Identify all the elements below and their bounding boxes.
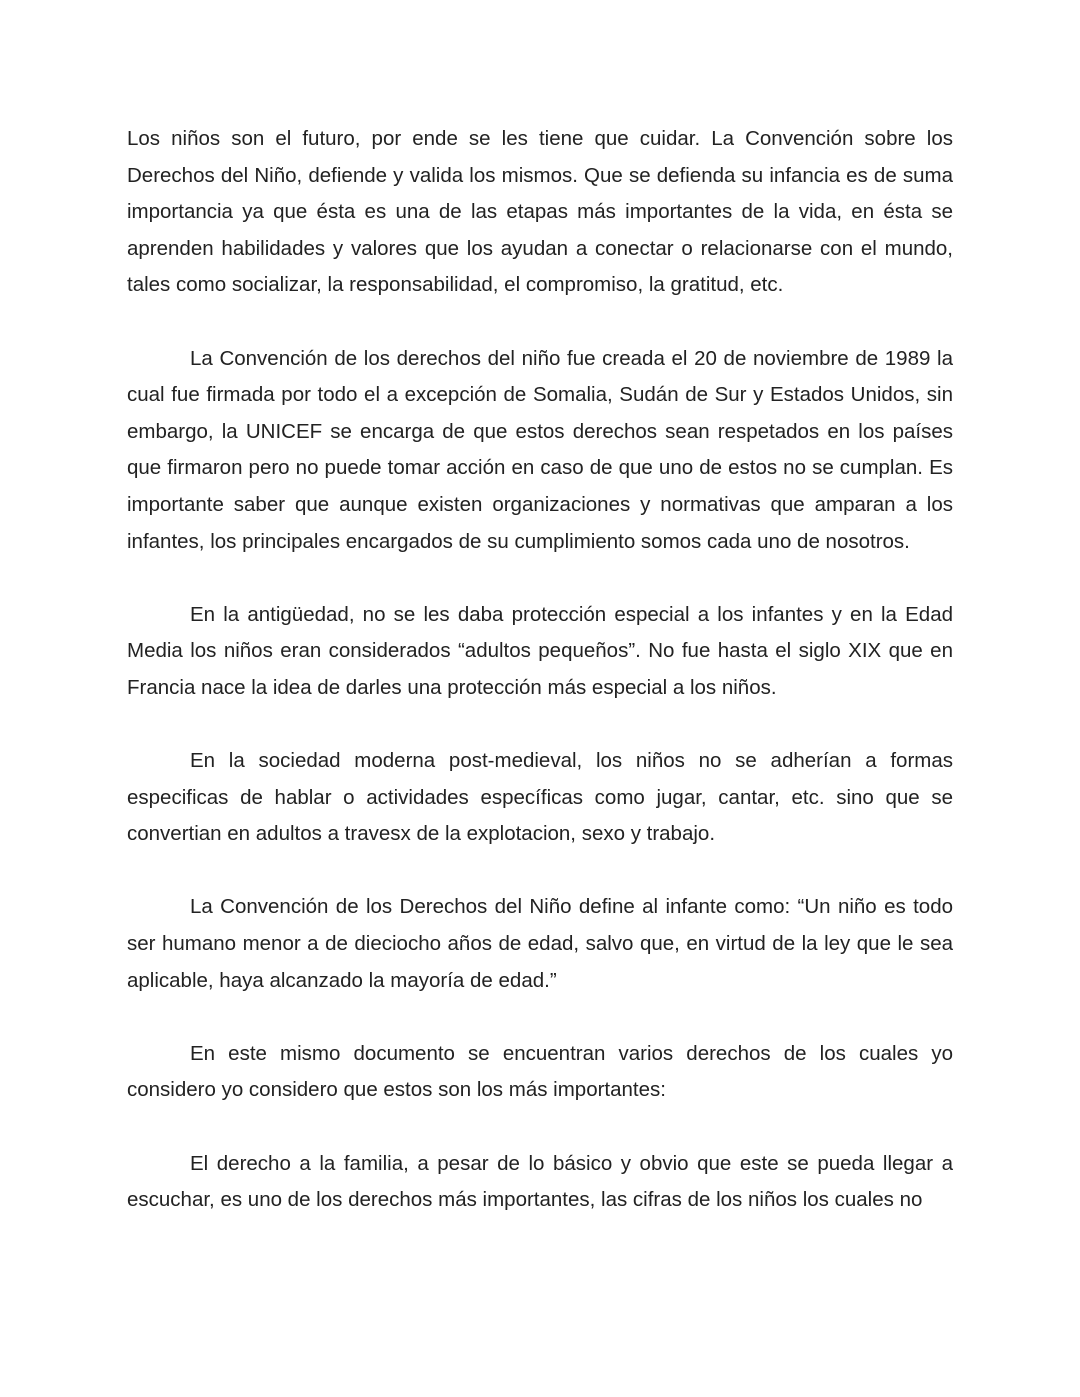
- paragraph-rights-intro: En este mismo documento se encuentran varios derechos de los cuales yo considero yo considero que estos son los más importantes:: [127, 1041, 953, 1102]
- paragraph-convention-history: La Convención de los derechos del niño fue creada el 20 de noviembre de 1989 la cual fue firmada por todo el a excepción de Somalia, Sudán de Sur y Estados Unidos, sin embargo, la UNICEF se encarga de que estos derechos sean respetados en los países que firmaron pero no puede tomar acción en caso de que uno de estos no se cumplan. Es importante saber que aunque existen organizaciones y normativas que amparan a los infantes, los principales encargados de su cumplimiento somos cada uno de nosotros.: [127, 346, 953, 553]
- paragraph-post-medieval: En la sociedad moderna post-medieval, los niños no se adherían a formas especificas de hablar o actividades específicas como jugar, cantar, etc. sino que se convertian en adultos a travesx de la explotacion, sexo y trabajo.: [127, 749, 953, 846]
- paragraph-definition: La Convención de los Derechos del Niño define al infante como: “Un niño es todo ser humano menor a de dieciocho años de edad, salvo que, en virtud de la ley que le sea aplicable, haya alcanzado la mayoría de edad.”: [127, 895, 953, 992]
- paragraph-right-to-family: El derecho a la familia, a pesar de lo básico y obvio que este se pueda llegar a escuchar, es uno de los derechos más importantes, las cifras de los niños los cuales no: [127, 1151, 953, 1212]
- document-page: [127, 121, 953, 1219]
- paragraph-intro: Los niños son el futuro, por ende se les tiene que cuidar. La Convención sobre los Derechos del Niño, defiende y valida los mismos. Que se defienda su infancia es de suma importancia ya que ésta es una de las etapas más importantes de la vida, en ésta se aprenden habilidades y valores que los ayudan a conectar o relacionarse con el mundo, tales como socializar, la responsabilidad, el compromiso, la gratitud, etc.: [127, 127, 953, 297]
- paragraph-antiquity: En la antigüedad, no se les daba protección especial a los infantes y en la Edad Media los niños eran considerados “adultos pequeños”. No fue hasta el siglo XIX que en Francia nace la idea de darles una protección más especial a los niños.: [127, 602, 953, 699]
